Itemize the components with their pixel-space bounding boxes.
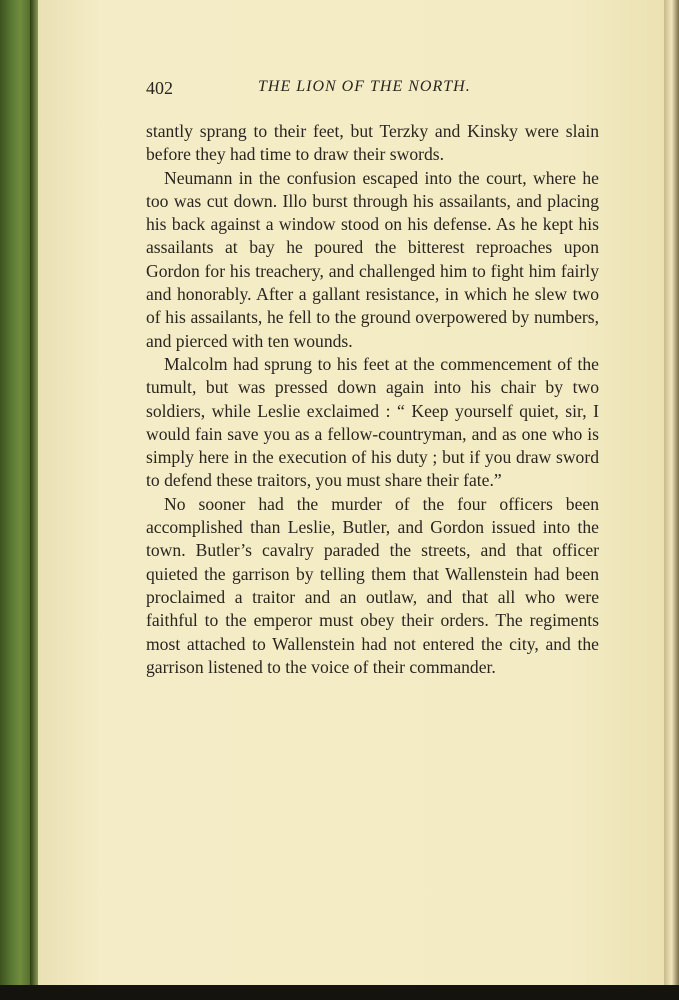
body-text	[146, 120, 599, 679]
paragraph-4: No sooner had the murder of the four officers been accomplished than Leslie, Butler, and Gordon issued into the town. Butler’s cavalry paraded the streets, and that officer quieted the garrison by telling them that Wallenstein had been proclaimed a traitor and an outlaw, and that all who were faithful to the emperor must obey their orders. The regiments most attached to Wallenstein had not entered the city, and the garrison listened to the voice of their commander.	[146, 493, 599, 677]
page-edge	[664, 0, 679, 985]
page-number: 402	[146, 78, 173, 98]
bottom-shadow	[0, 985, 679, 1000]
running-title: THE LION OF THE NORTH.	[258, 78, 471, 95]
paragraph-2: Neumann in the confusion escaped into the court, where he too was cut down. Illo burst through his assailants, and placing his back against a window stood on his defense. As he kept his assailants at bay he poured the bitterest reproaches upon Gordon for his treachery, and challenged him to fight him fairly and honorably. After a gallant resistance, in which he slew two of his assailants, he fell to the ground overpowered by numbers, and pierced with ten wounds.	[146, 167, 599, 351]
running-header	[146, 78, 598, 102]
spine-edge	[30, 0, 38, 1000]
book-spine	[0, 0, 34, 1000]
paragraph-3: Malcolm had sprung to his feet at the commencement of the tumult, but was pressed down again into his chair by two soldiers, while Leslie exclaimed : “ Keep yourself quiet, sir, I would fain save you as a fellow-countryman, and as one who is simply here in the execution of his duty ; but if you draw sword to defend these traitors, you must share their fate.”	[146, 353, 599, 491]
paragraph-1: stantly sprang to their feet, but Terzky and Kinsky were slain before they had time to draw their swords.	[146, 121, 599, 165]
